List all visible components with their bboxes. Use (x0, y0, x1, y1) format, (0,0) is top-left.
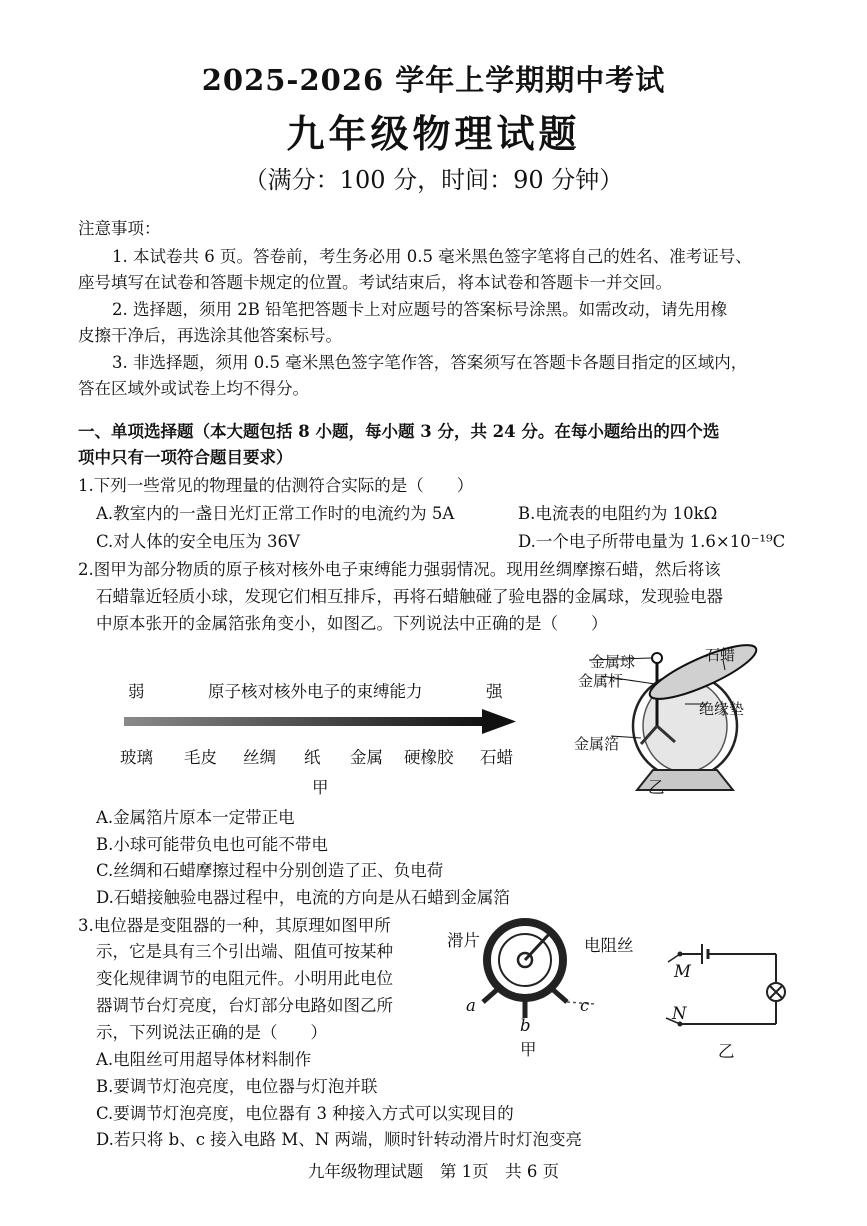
q3-stem-line4: 器调节台灯亮度，台灯部分电路如图乙所 (96, 996, 393, 1015)
q2-fig-jia-strong: 强 (486, 682, 503, 701)
q2-fig-yi-metal-rod: 金属杆 (578, 672, 624, 690)
q2-option-b: B.小球可能带负电也可能不带电 (96, 835, 328, 854)
q1-option-a: A.教室内的一盏日光灯正常工作时的电流约为 5A (96, 504, 455, 523)
q2-fig-yi-foil: 金属箔 (574, 735, 620, 753)
q2-fig-yi-caption: 乙 (648, 778, 665, 797)
q2-fig-yi-wax: 石蜡 (705, 646, 736, 664)
q3-fig-yi-terminal-n: N (672, 1004, 687, 1023)
q2-material-2: 毛皮 (184, 748, 217, 767)
q3-stem-line3: 变化规律调节的电阻元件。小明用此电位 (96, 969, 393, 988)
q3-option-b: B.要调节灯泡亮度，电位器与灯泡并联 (96, 1077, 378, 1096)
q3-fig-yi-terminal-m: M (674, 962, 691, 981)
notice-heading: 注意事项： (78, 219, 161, 238)
q2-fig-jia-weak: 弱 (128, 682, 145, 701)
section1-title-line2: 项中只有一项符合题目要求） (78, 448, 293, 467)
q2-option-d: D.石蜡接触验电器过程中，电流的方向是从石蜡到金属箔 (96, 888, 510, 907)
q2-fig-yi-insulator: 绝缘垫 (699, 700, 745, 718)
q2-fig-yi-metal-ball: 金属球 (590, 653, 636, 671)
q3-fig-jia-slider-label: 滑片 (447, 931, 480, 950)
notice-item3-line1: 3. 非选择题，须用 0.5 毫米黑色签字笔作答，答案须写在答题卡各题目指定的区域内， (112, 353, 748, 372)
exam-main-title: 九年级物理试题 (286, 111, 581, 156)
q2-fig-jia-arrow (120, 705, 520, 739)
q2-fig-jia-arrow-label: 原子核对核外电子的束缚能力 (208, 682, 423, 701)
q3-fig-jia-wire-label: 电阻丝 (584, 936, 634, 955)
q2-material-4: 纸 (304, 748, 321, 767)
notice-item2-line1: 2. 选择题，须用 2B 铅笔把答题卡上对应题号的答案标号涂黑。如需改动，请先用橡 (112, 300, 728, 319)
q2-stem-line3: 中原本张开的金属箔张角变小，如图乙。下列说法中正确的是（ ） (96, 614, 608, 633)
notice-item1-line2: 座号填写在试卷和答题卡规定的位置。考试结束后，将本试卷和答题卡一并交回。 (78, 273, 672, 292)
q3-fig-jia-terminal-b: b (520, 1016, 531, 1035)
q3-option-a: A.电阻丝可用超导体材料制作 (96, 1050, 312, 1069)
section1-title-line1: 一、单项选择题（本大题包括 8 小题，每小题 3 分，共 24 分。在每小题给出的四个选 (78, 422, 720, 441)
q2-material-7: 石蜡 (480, 748, 513, 767)
q2-option-c: C.丝绸和石蜡摩擦过程中分别创造了正、负电荷 (96, 861, 444, 880)
page-footer: 九年级物理试题 第 1页 共 6 页 (307, 1162, 560, 1181)
exam-year-title: 2025-2026 学年上学期期中考试 (201, 63, 666, 97)
q2-stem-line1: 2.图甲为部分物质的原子核对核外电子束缚能力强弱情况。现用丝绸摩擦石蜡，然后将该 (78, 560, 721, 579)
notice-item1-line1: 1. 本试卷共 6 页。答卷前，考生务必用 0.5 毫米黑色签字笔将自己的姓名、准考证号、 (112, 247, 752, 266)
q3-option-c: C.要调节灯泡亮度，电位器有 3 种接入方式可以实现目的 (96, 1104, 514, 1123)
q3-option-d: D.若只将 b、c 接入电路 M、N 两端，顺时针转动滑片时灯泡变亮 (96, 1130, 583, 1149)
q1-option-c: C.对人体的安全电压为 36V (96, 532, 300, 551)
q3-fig-jia-terminal-c: c (580, 996, 590, 1015)
q2-material-1: 玻璃 (120, 748, 153, 767)
notice-item3-line2: 答在区域外或试卷上均不得分。 (78, 379, 309, 398)
q3-fig-yi-caption: 乙 (718, 1042, 735, 1061)
q2-material-6: 硬橡胶 (404, 748, 454, 767)
q2-option-a: A.金属箔片原本一定带正电 (96, 808, 295, 827)
q1-stem: 1.下列一些常见的物理量的估测符合实际的是（ ） (78, 476, 474, 495)
exam-subtitle: （满分：100 分，时间：90 分钟） (243, 166, 624, 194)
q1-option-b: B.电流表的电阻约为 10kΩ (518, 504, 718, 523)
q1-option-d: D.一个电子所带电量为 1.6×10⁻¹⁹C (518, 532, 786, 551)
q3-fig-jia-caption: 甲 (520, 1040, 537, 1059)
q2-material-5: 金属 (350, 748, 383, 767)
q3-fig-jia-terminal-a: a (466, 996, 476, 1015)
q2-stem-line2: 石蜡靠近轻质小球，发现它们相互排斥，再将石蜡触碰了验电器的金属球，发现验电器 (96, 587, 723, 606)
q2-fig-jia-caption: 甲 (312, 778, 329, 797)
notice-item2-line2: 皮擦干净后，再选涂其他答案标号。 (78, 326, 342, 345)
q2-material-3: 丝绸 (243, 748, 276, 767)
q3-stem-line2: 示，它是具有三个引出端、阻值可按某种 (96, 942, 393, 961)
q3-stem-line1: 3.电位器是变阻器的一种，其原理如图甲所 (78, 916, 391, 935)
q3-stem-line5: 示，下列说法正确的是（ ） (96, 1023, 327, 1042)
q3-fig-yi-circuit (650, 940, 790, 1032)
